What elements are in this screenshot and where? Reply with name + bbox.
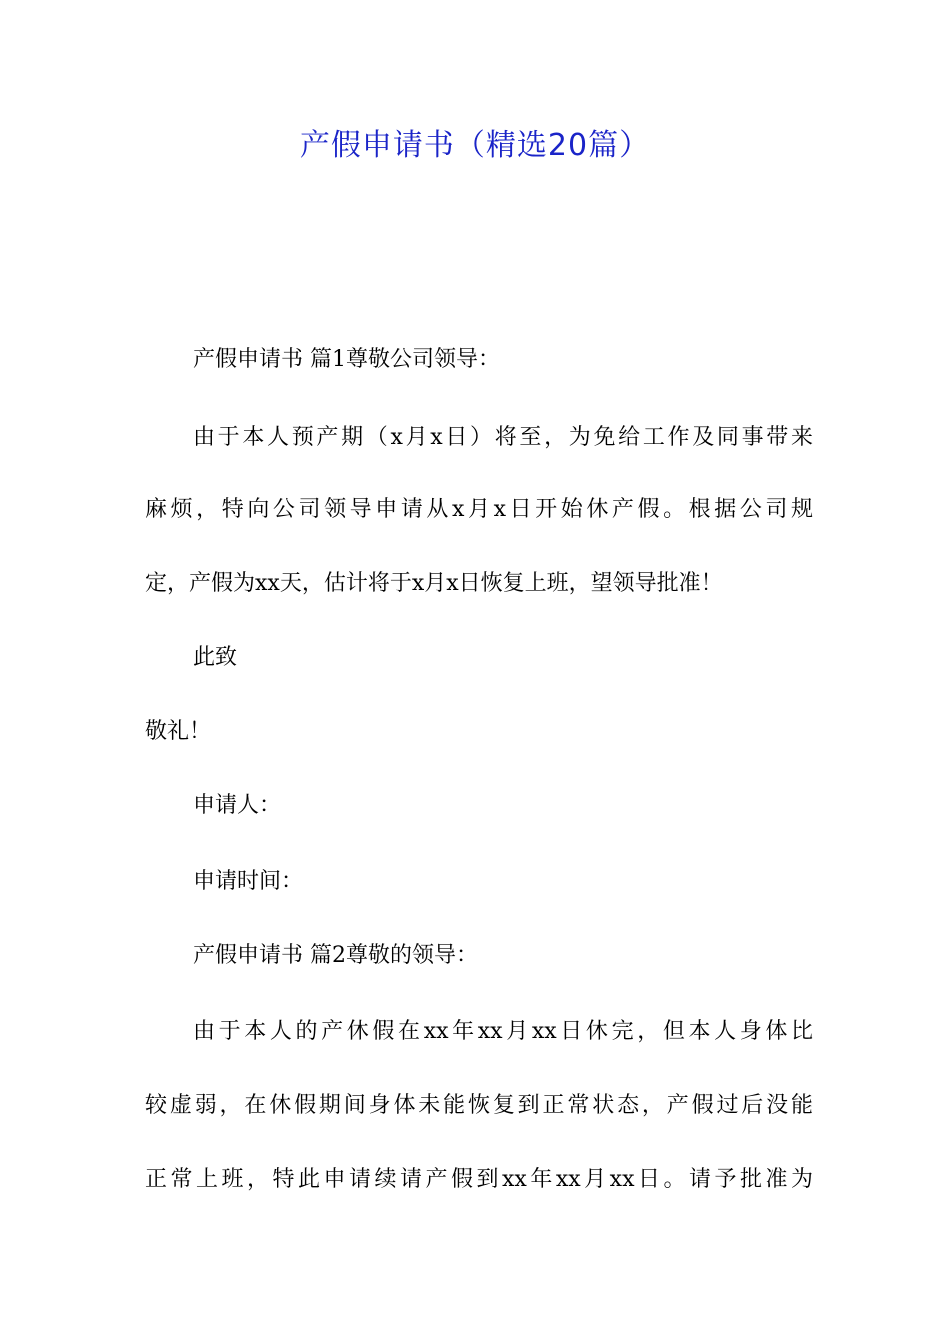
salutation-line: 敬礼！ <box>145 719 212 744</box>
section-2-heading: 产假申请书 篇2尊敬的领导： <box>193 943 478 968</box>
applicant-label: 申请人： <box>193 793 282 818</box>
closing-line: 此致 <box>193 645 238 670</box>
paragraph-line: 由于本人预产期（x月x日）将至，为免给工作及同事带来 <box>193 425 813 450</box>
application-date-label: 申请时间： <box>193 869 304 894</box>
paragraph-line: 麻烦，特向公司领导申请从x月x日开始休产假。根据公司规 <box>145 497 813 522</box>
section-1-heading: 产假申请书 篇1尊敬公司领导： <box>193 347 500 372</box>
paragraph-line: 较虚弱，在休假期间身体未能恢复到正常状态，产假过后没能 <box>145 1093 813 1118</box>
paragraph-line: 正常上班，特此申请续请产假到xx年xx月xx日。请予批准为 <box>145 1167 813 1192</box>
paragraph-line: 定，产假为xx天，估计将于x月x日恢复上班，望领导批准！ <box>145 571 723 596</box>
paragraph-line: 由于本人的产休假在xx年xx月xx日休完，但本人身体比 <box>193 1019 813 1044</box>
document-title: 产假申请书（精选20篇） <box>299 128 651 163</box>
